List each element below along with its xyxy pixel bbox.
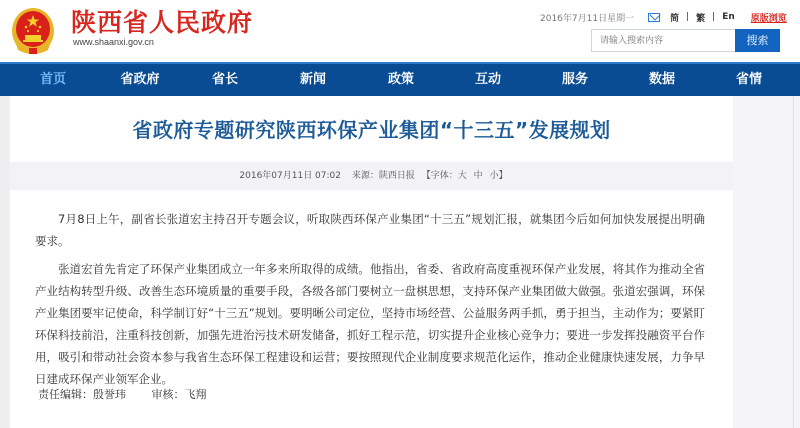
current-date: 2016年7月11日星期一 — [540, 13, 635, 24]
search-input[interactable] — [591, 29, 736, 52]
nav-item-provincial-government[interactable]: 省政府 — [120, 72, 160, 87]
font-size-prefix: 【字体： — [421, 171, 458, 181]
font-size-control — [422, 171, 508, 181]
site-header — [0, 0, 800, 62]
article-paragraph: 张道宏首先肯定了环保产业集团成立一年多来所取得的成绩。他指出，省委、省政府高度重视环保产业发展，将其作为推动全省产业结构转型升级、改善生态环境质量的重要手段，各级各部门要树立一盘棋思想，支持环保产业集团做大做强。张道宏强调，环保产业集团要牢记使命，科学制订好“十三五”规划。要明晰公司定位，坚持市场经营、公益服务两手抓，勇于担当，主动作为；要紧盯环保科技前沿，注重科技创新，加强先进治污技术研发储备，抓好工程示范，切实提升企业核心竞争力；要进一步发挥投融资平台作用，吸引和带动社会资本参与我省生态环保工程建设和运营；要按照现代企业制度要求规范化运作，推动企业健康快速发展，力争早日建成环保产业领军企业。 — [35, 262, 705, 386]
article-container — [10, 96, 733, 428]
right-gutter — [733, 96, 800, 428]
article-paragraph: 7月8日上午，副省长张道宏主持召开专题会议，听取陕西环保产业集团“十三五”规划汇报，就集团今后如何加快发展提出明确要求。 — [35, 212, 705, 248]
separator: | — [712, 12, 716, 22]
separator: | — [686, 12, 690, 22]
mail-icon[interactable] — [648, 13, 660, 22]
font-large-button[interactable]: 大 — [457, 171, 467, 181]
site-title[interactable]: 陕西省人民政府 — [71, 8, 254, 37]
article-title: 省政府专题研究陕西环保产业集团“十三五”发展规划 — [132, 118, 611, 142]
page-body — [0, 96, 800, 428]
article-source: 来源：陕西日报 — [351, 171, 415, 181]
font-medium-button[interactable]: 中 — [473, 171, 483, 181]
nav-item-governor[interactable]: 省长 — [211, 72, 238, 87]
lang-simplified-link[interactable]: 简 — [670, 13, 680, 24]
font-size-suffix: 】 — [498, 171, 508, 181]
nav-item-policy[interactable]: 政策 — [387, 72, 414, 87]
article-credits — [38, 386, 229, 402]
original-view-link[interactable]: 原版浏览 — [750, 13, 787, 24]
nav-item-data[interactable]: 数据 — [648, 72, 675, 87]
nav-item-services[interactable]: 服务 — [561, 72, 588, 87]
nav-item-home[interactable]: 首页 — [39, 72, 66, 87]
scrollbar-track[interactable] — [793, 96, 794, 428]
site-url: www.shaanxi.gov.cn — [73, 37, 154, 47]
nav-item-province-info[interactable]: 省情 — [735, 72, 762, 87]
article-datetime: 2016年07月11日 07:02 — [239, 171, 341, 181]
lang-english-link[interactable]: En — [722, 12, 735, 22]
top-utility-bar — [540, 10, 787, 24]
main-nav — [0, 62, 800, 96]
national-emblem-icon[interactable] — [10, 6, 56, 56]
lang-traditional-link[interactable]: 繁 — [696, 13, 706, 24]
nav-item-news[interactable]: 新闻 — [299, 72, 326, 87]
article-meta — [10, 162, 733, 190]
reviewer: 审核：飞翔 — [151, 388, 207, 401]
responsible-editor: 责任编辑：殷誉玮 — [38, 388, 126, 401]
font-small-button[interactable]: 小 — [489, 171, 499, 181]
search-button[interactable]: 搜索 — [735, 29, 780, 52]
nav-item-interaction[interactable]: 互动 — [474, 72, 501, 87]
